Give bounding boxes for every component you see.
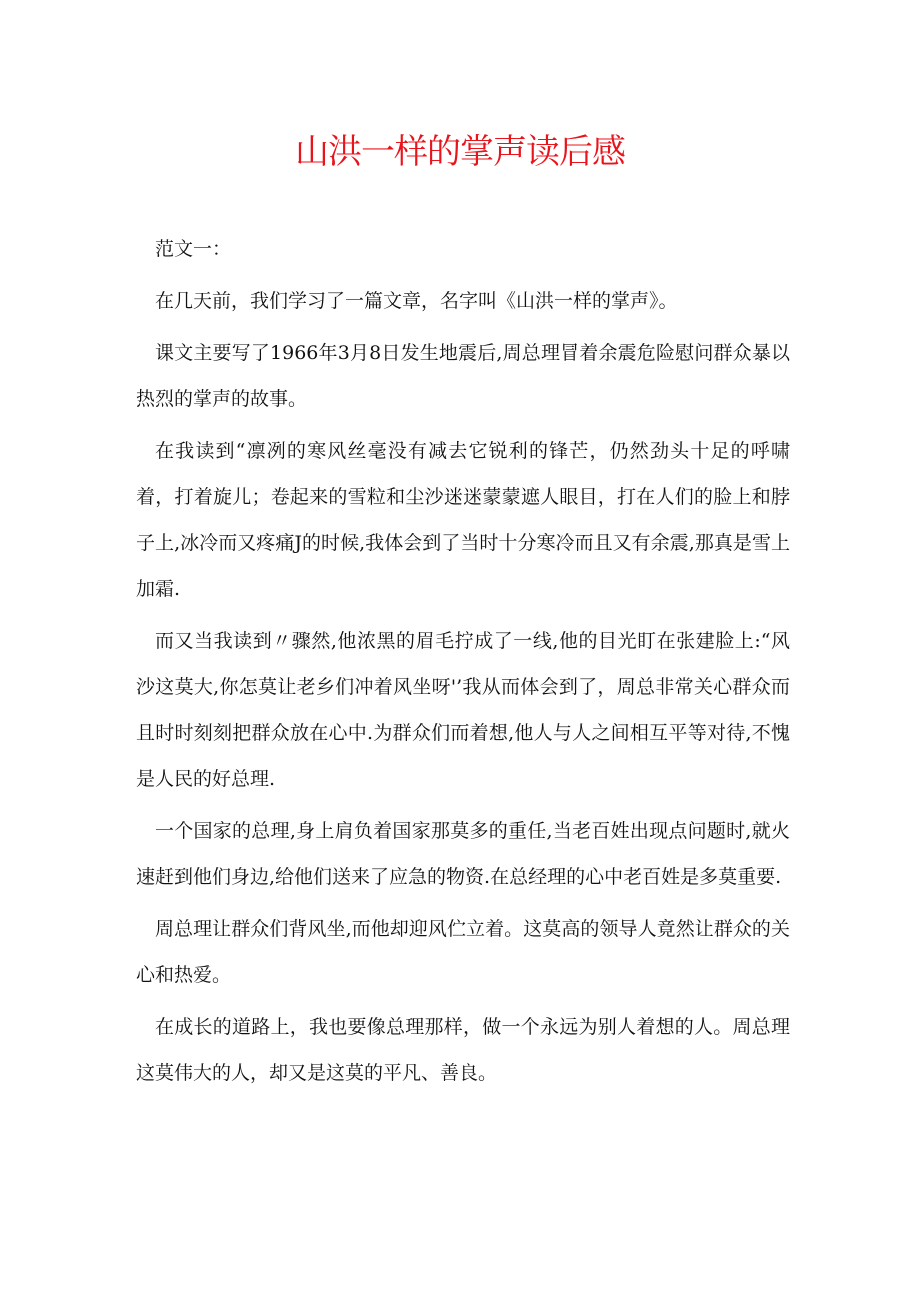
- paragraph: 周总理让群众们背风坐,而他却迎风伫立着。这莫高的领导人竟然让群众的关心和热爱。: [136, 918, 790, 986]
- paragraph: 而又当我读到〃骤然,他浓黑的眉毛拧成了一线,他的目光盯在张建脸上:“风沙这莫大,你怎莫让老乡们冲着风坐呀'’我从而体会到了，周总非常关心群众而且时时刻刻把群众放在心中.为群众们而着想,他人与人之间相互平等对待,不愧是人民的好总理.: [136, 630, 790, 790]
- document-title: 山洪一样的掌声读后感: [295, 132, 625, 172]
- paragraph: 在成长的道路上，我也要像总理那样，做一个永远为别人着想的人。周总理这莫伟大的人，却又是这莫的平凡、善良。: [136, 1016, 790, 1084]
- paragraph: 一个国家的总理,身上肩负着国家那莫多的重任,当老百姓出现点问题时,就火速赶到他们身边,给他们送来了应急的物资.在总经理的心中老百姓是多莫重要.: [136, 820, 790, 888]
- paragraph: 范文一：: [155, 238, 232, 260]
- paragraph: 课文主要写了1966年3月8日发生地震后,周总理冒着余震危险慰问群众暴以热烈的掌声的故事。: [136, 342, 790, 410]
- paragraph: 在几天前，我们学习了一篇文章，名字叫《山洪一样的掌声》。: [155, 290, 678, 312]
- document-body: [136, 226, 790, 1096]
- paragraph: 在我读到“凛冽的寒风丝毫没有减去它锐利的锋芒，仍然劲头十足的呼啸着，打着旋儿；卷起来的雪粒和尘沙迷迷蒙蒙遮人眼目，打在人们的脸上和脖子上,冰冷而又疼痛J的时候,我体会到了当时十分寒冷而且又有余震,那真是雪上加霜.: [136, 440, 790, 600]
